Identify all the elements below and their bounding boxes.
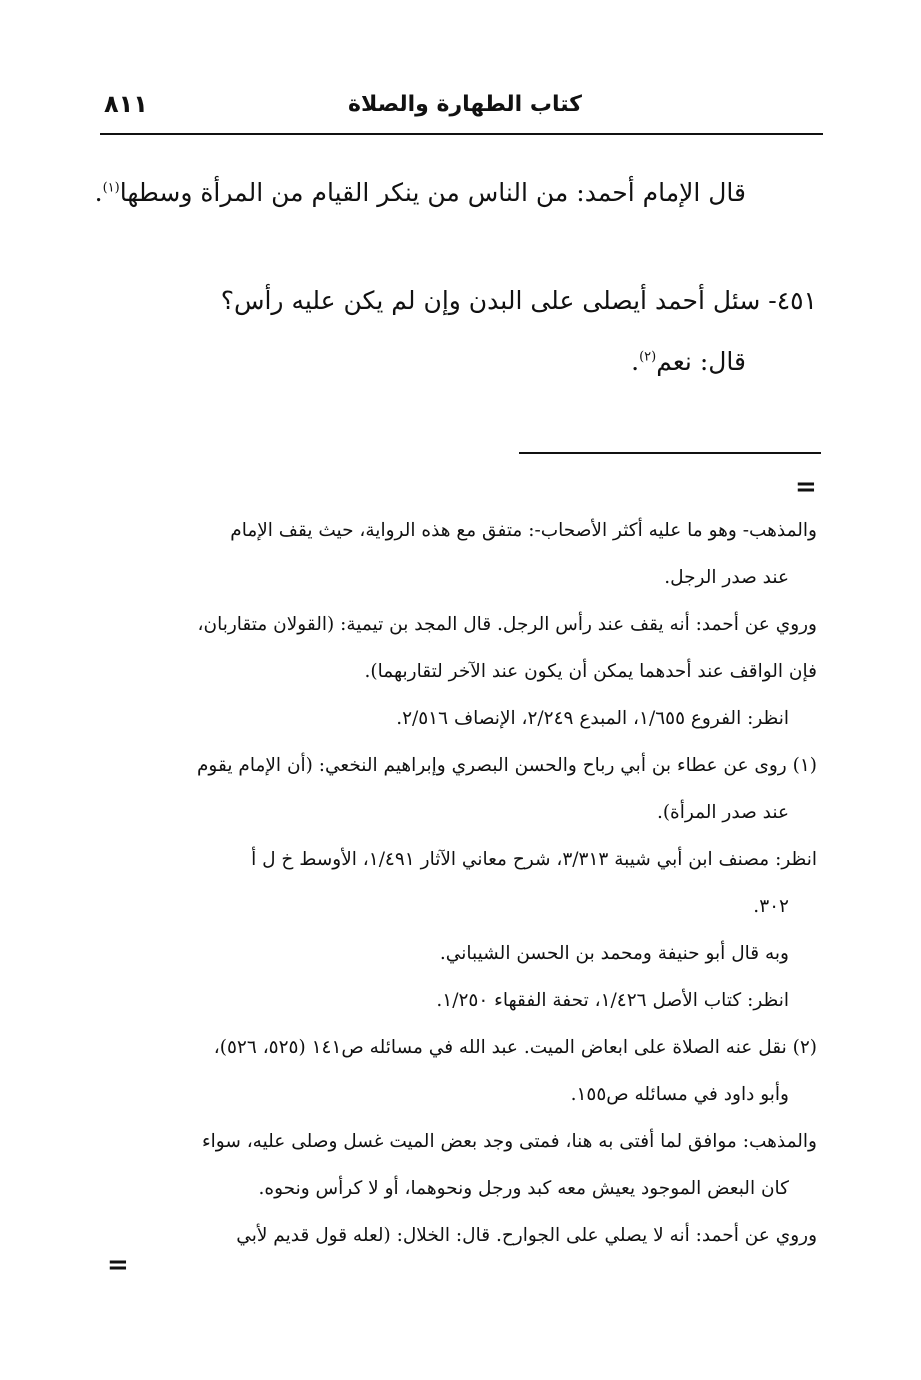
footnote-line: انظر: الفروع ١/٦٥٥، المبدع ٢/٢٤٩، الإنصاف ٢/٥١٦.	[396, 708, 789, 729]
question-451: ٤٥١- سئل أحمد أيصلى على البدن وإن لم يكن عليه رأس؟	[220, 286, 817, 315]
answer-text: قال: نعم	[656, 347, 746, 376]
punctuation: .	[94, 178, 103, 207]
header-rule	[100, 133, 823, 135]
footnote-2-line: والمذهب: موافق لما أفتى به هنا، فمتى وجد بعض الميت غسل وصلى عليه، سواء	[201, 1131, 817, 1152]
main-text-line-1	[95, 178, 746, 207]
footnote-line: والمذهب- وهو ما عليه أكثر الأصحاب-: متفق مع هذه الرواية، حيث يقف الإمام	[230, 520, 817, 541]
footnote-line: وروي عن أحمد: أنه يقف عند رأس الرجل. قال المجد بن تيمية: (القولان متقاربان،	[197, 614, 817, 635]
footnote-1-line: (١) روى عن عطاء بن أبي رباح والحسن البصري وإبراهيم النخعي: (أن الإمام يقوم	[196, 755, 817, 776]
footnote-2-line: كان البعض الموجود يعيش معه كبد ورجل ونحوهما، أو لا كرأس ونحوه.	[258, 1178, 789, 1199]
footnote-2-line: (٢) نقل عنه الصلاة على ابعاض الميت. عبد الله في مسائله ص١٤١ (٥٢٥، ٥٢٦)،	[213, 1037, 817, 1058]
continuation-mark-bottom: =	[107, 1250, 129, 1280]
answer-line	[631, 347, 746, 376]
main-text: قال الإمام أحمد: من الناس من ينكر القيام من المرأة وسطها	[119, 178, 746, 207]
footnote-1-line: عند صدر المرأة).	[656, 802, 789, 823]
punctuation: .	[631, 347, 640, 376]
footnote-2-line: وروي عن أحمد: أنه لا يصلي على الجوارح. قال: الخلال: (لعله قول قديم لأبي	[236, 1225, 817, 1246]
running-header-title: كتاب الطهارة والصلاة	[348, 92, 582, 117]
page-number: ٨١١	[104, 90, 148, 118]
footnote-1-line: انظر: مصنف ابن أبي شيبة ٣/٣١٣، شرح معاني الآثار ١/٤٩١، الأوسط خ ل أ	[251, 849, 817, 870]
footnote-1-line: انظر: كتاب الأصل ١/٤٢٦، تحفة الفقهاء ١/٢٥٠.	[436, 990, 789, 1011]
footnote-1-line: ٣٠٢.	[753, 896, 789, 917]
footnote-separator	[519, 452, 821, 454]
footnote-ref-1: (١)	[102, 180, 120, 196]
footnote-1-line: وبه قال أبو حنيفة ومحمد بن الحسن الشيباني.	[439, 943, 789, 964]
footnote-2-line: وأبو داود في مسائله ص١٥٥.	[570, 1084, 789, 1105]
footnote-line: عند صدر الرجل.	[664, 567, 789, 588]
footnote-ref-2: (٢)	[639, 349, 657, 365]
footnote-line: فإن الواقف عند أحدهما يمكن أن يكون عند الآخر لتقاربهما).	[364, 661, 817, 682]
continuation-mark-top: =	[795, 472, 817, 502]
